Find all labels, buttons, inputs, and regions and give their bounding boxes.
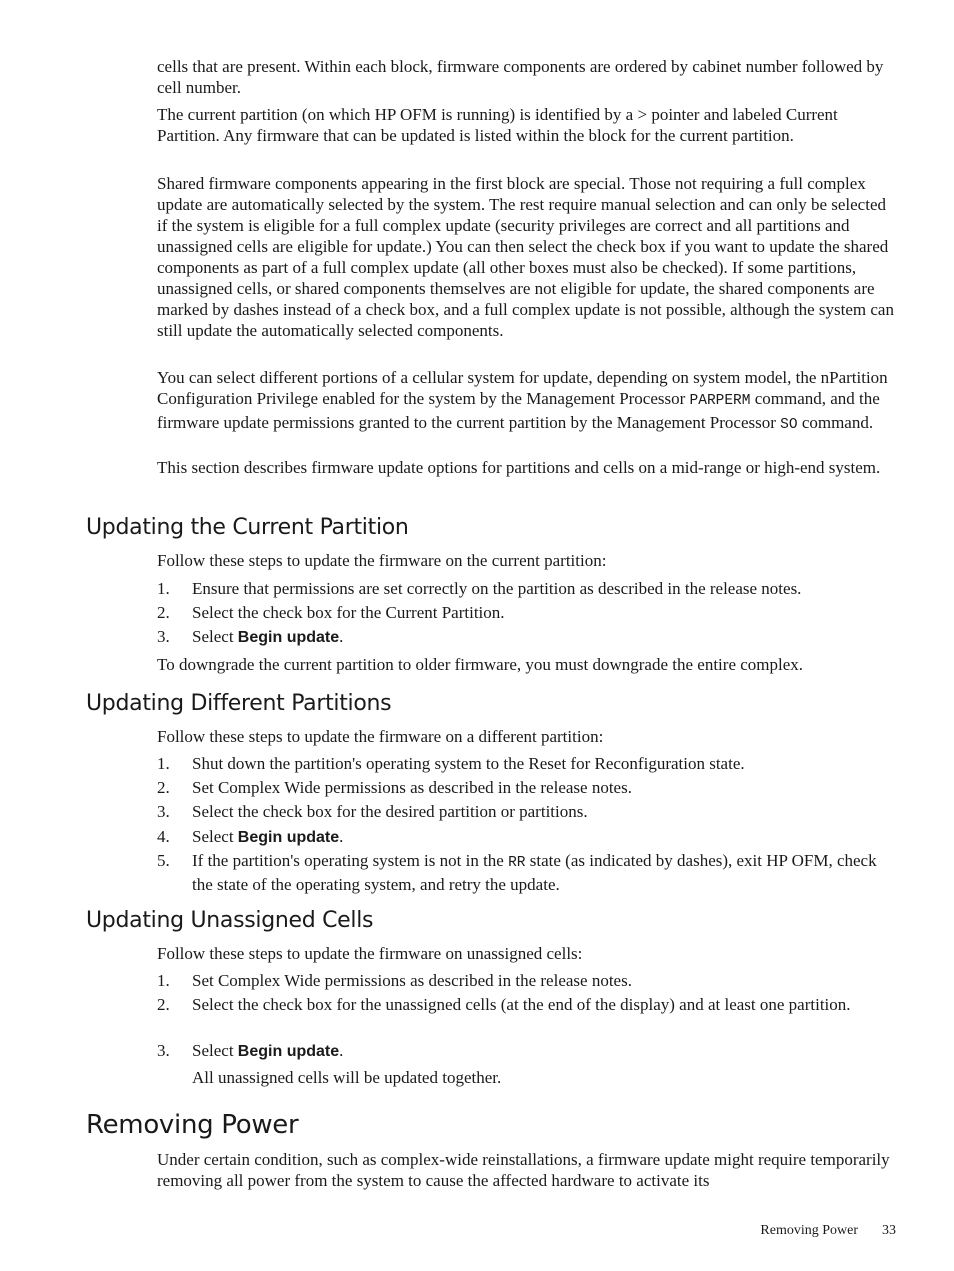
begin-update-label: Begin update bbox=[237, 829, 340, 846]
list-item-text: Set Complex Wide permissions as described in the release notes. bbox=[192, 778, 632, 797]
current-partition-lead: Follow these steps to update the firmware on the current partition: bbox=[157, 551, 607, 570]
list-item-text: Select the check box for the Current Partition. bbox=[192, 603, 505, 622]
list-item-suffix: . bbox=[339, 827, 344, 846]
intro-paragraph-1: cells that are present. Within each block, firmware components are ordered by cabinet number followed by cell number. bbox=[157, 57, 884, 97]
list-item-text: Ensure that permissions are set correctly on the partition as described in the release notes. bbox=[192, 579, 802, 598]
begin-update-label: Begin update bbox=[237, 629, 340, 646]
begin-update-label: Begin update bbox=[237, 1043, 340, 1060]
list-item-number: 2. bbox=[157, 995, 170, 1014]
intro-paragraph-4-text-c: command. bbox=[797, 413, 874, 432]
footer-section-title: Removing Power bbox=[760, 1223, 858, 1238]
unassigned-cells-lead: Follow these steps to update the firmware on unassigned cells: bbox=[157, 944, 583, 963]
list-item-suffix: . bbox=[339, 627, 344, 646]
different-partitions-lead: Follow these steps to update the firmware on a different partition: bbox=[157, 727, 604, 746]
list-item-number: 2. bbox=[157, 778, 170, 797]
list-item-text: Set Complex Wide permissions as described in the release notes. bbox=[192, 971, 632, 990]
list-item-text: Shut down the partition's operating system to the Reset for Reconfiguration state. bbox=[192, 754, 745, 773]
heading-current-partition: Updating the Current Partition bbox=[86, 515, 409, 540]
list-item-text bbox=[192, 1040, 899, 1062]
intro-paragraph-4 bbox=[157, 367, 899, 436]
current-partition-note: To downgrade the current partition to older firmware, you must downgrade the entire complex. bbox=[157, 655, 804, 674]
list-item-text: Select the check box for the desired partition or partitions. bbox=[192, 802, 588, 821]
rr-state-code: RR bbox=[508, 855, 526, 871]
list-item-number: 4. bbox=[157, 827, 170, 846]
list-item-number: 3. bbox=[157, 1041, 170, 1060]
list-item-text-b: state (as indicated by dashes), exit HP OFM, check the state of the operating system, and retry the update. bbox=[192, 851, 877, 894]
heading-removing-power: Removing Power bbox=[86, 1110, 299, 1140]
list-item-text bbox=[192, 626, 899, 648]
list-item-prefix: Select bbox=[192, 1041, 238, 1060]
list-item-prefix: Select bbox=[192, 627, 238, 646]
so-command: SO bbox=[780, 417, 798, 433]
list-item-suffix: . bbox=[339, 1041, 344, 1060]
page-number: 33 bbox=[882, 1223, 896, 1238]
heading-different-partitions: Updating Different Partitions bbox=[86, 691, 392, 716]
removing-power-paragraph: Under certain condition, such as complex-wide reinstallations, a firmware update might require temporarily removing all power from the system to cause the affected hardware to activate its bbox=[157, 1150, 890, 1190]
list-item-number: 1. bbox=[157, 579, 170, 598]
list-item-number: 5. bbox=[157, 851, 170, 870]
intro-paragraph-2: The current partition (on which HP OFM is running) is identified by a > pointer and labeled Current Partition. Any firmware that can be updated is listed within the block for the current partition. bbox=[157, 105, 838, 145]
list-item-text-a: If the partition's operating system is not in the bbox=[192, 851, 509, 870]
intro-paragraph-5: This section describes firmware update options for partitions and cells on a mid-range or high-end system. bbox=[157, 458, 881, 477]
list-item-number: 3. bbox=[157, 802, 170, 821]
list-item-text: Select the check box for the unassigned cells (at the end of the display) and at least one partition. bbox=[192, 995, 851, 1014]
parperm-command: PARPERM bbox=[689, 393, 751, 409]
list-item-text bbox=[192, 826, 899, 848]
list-item-number: 2. bbox=[157, 603, 170, 622]
page-footer bbox=[760, 1222, 896, 1240]
intro-paragraph-3: Shared firmware components appearing in the first block are special. Those not requiring a full complex update are automatically selected by the system. The rest require manual selection and can only be selected if the system is eligible for a full complex update (security privileges are correct and all partitions and unassigned cells are eligible for update.) You can then select the check box if you want to update the shared components as part of a full complex update (all other boxes must also be checked). If some partitions, unassigned cells, or shared components themselves are not eligible for update, the shared components are marked by dashes instead of a check box, and a full complex update is not possible, although the system can still update the automatically selected components. bbox=[157, 174, 894, 340]
list-item-text bbox=[192, 850, 899, 895]
intro-paragraph-4-text-b: command, and the firmware update permissions granted to the current partition by the Management Processor bbox=[157, 389, 880, 432]
list-item-number: 3. bbox=[157, 627, 170, 646]
list-item-prefix: Select bbox=[192, 827, 238, 846]
list-item-number: 1. bbox=[157, 754, 170, 773]
list-item-number: 1. bbox=[157, 971, 170, 990]
heading-unassigned-cells: Updating Unassigned Cells bbox=[86, 908, 374, 933]
unassigned-cells-step-note: All unassigned cells will be updated together. bbox=[192, 1068, 502, 1087]
intro-paragraph-4-text-a: You can select different portions of a cellular system for update, depending on system model, the nPartition Configuration Privilege enabled for the system by the Management Processor bbox=[157, 368, 888, 408]
